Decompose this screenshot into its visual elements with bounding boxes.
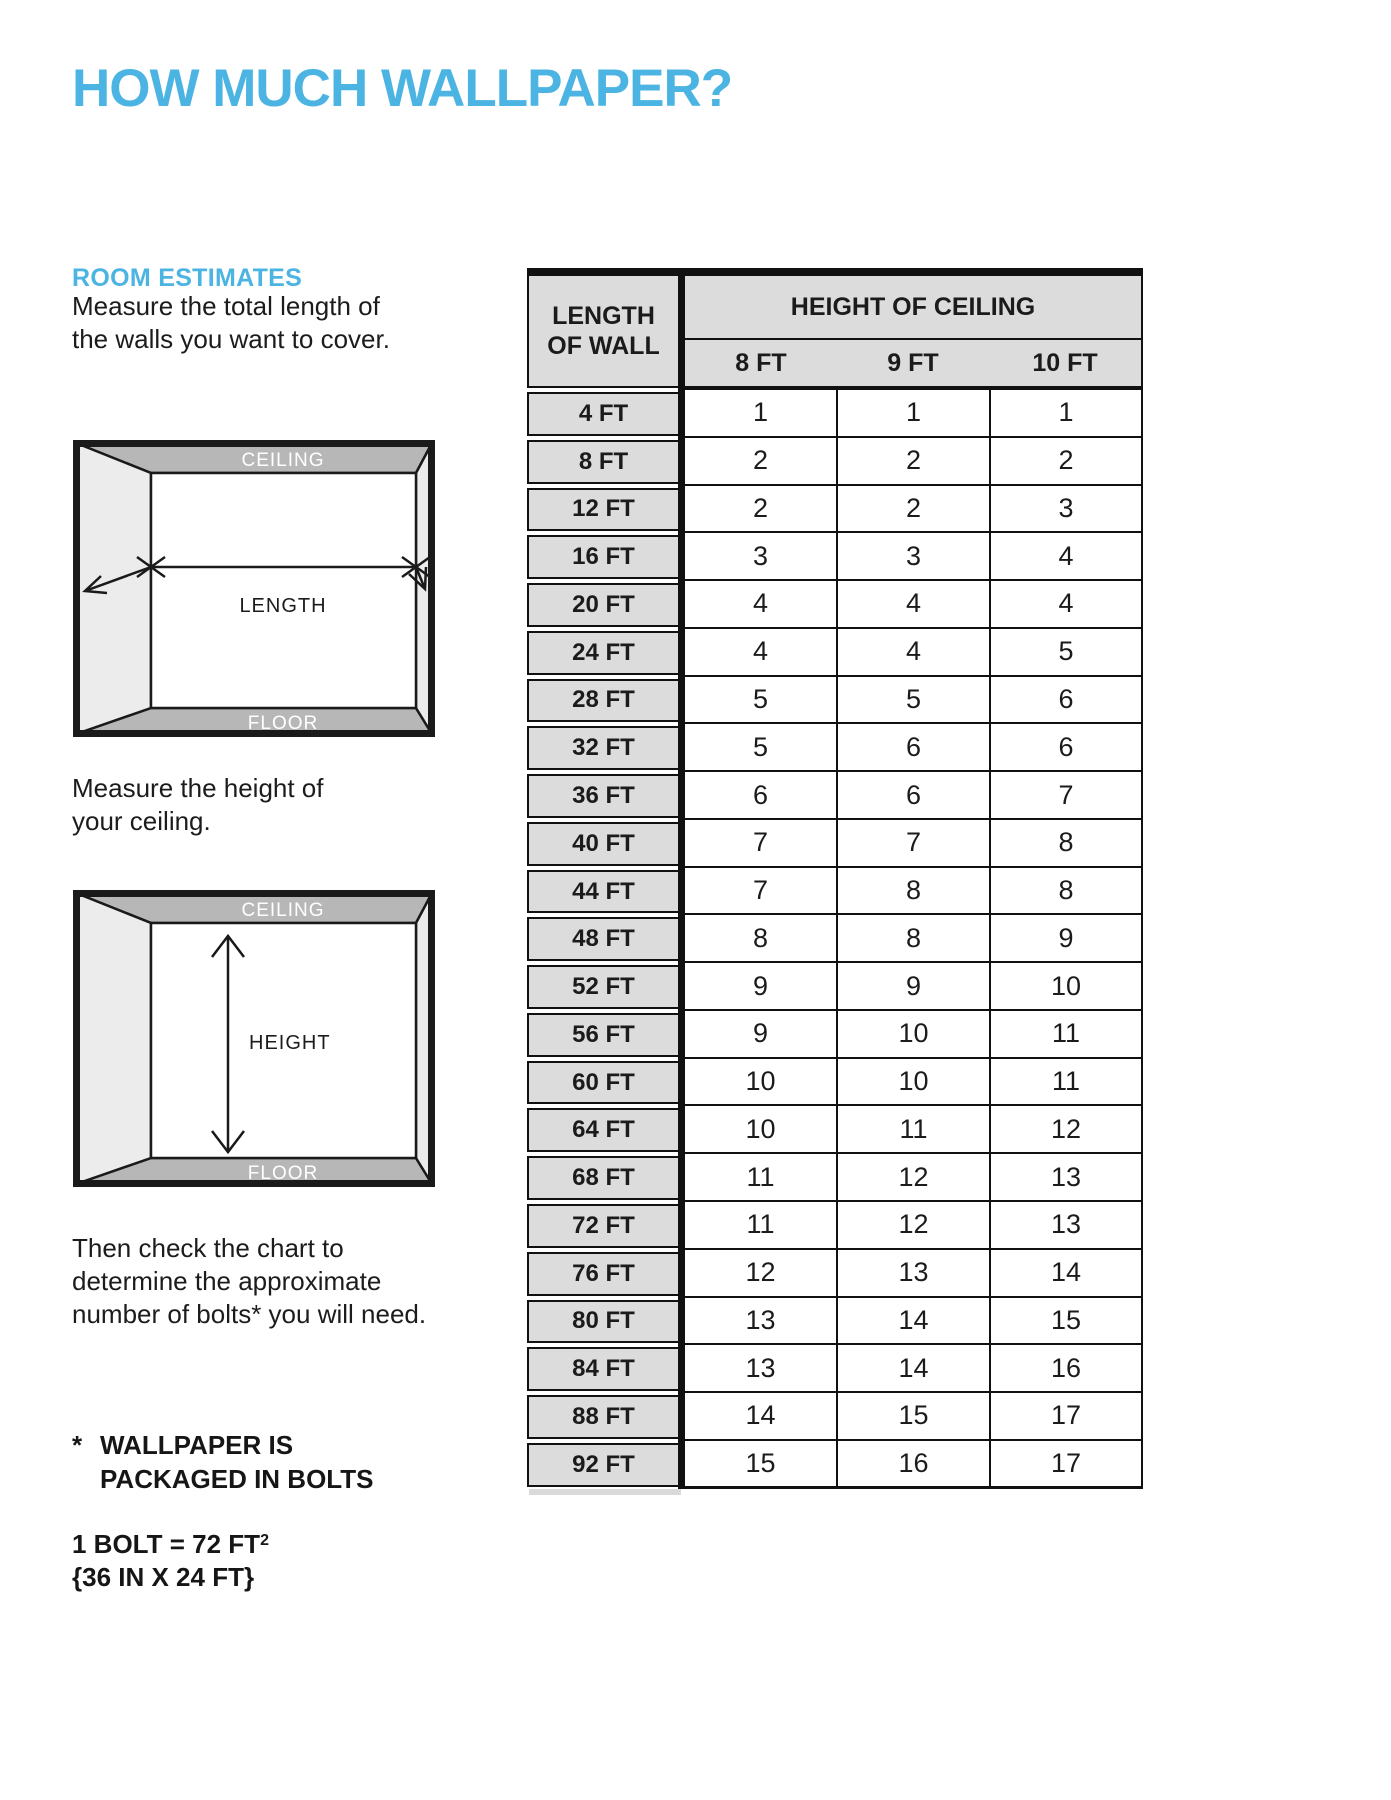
wall-length-cell: 8 FT	[527, 440, 678, 484]
wall-length-cell: 48 FT	[527, 917, 678, 961]
table-bottom-shadow	[529, 1489, 681, 1495]
table-row	[527, 629, 1143, 677]
wall-length-cell: 68 FT	[527, 1156, 678, 1200]
bolts-cell-10ft: 3	[991, 486, 1143, 534]
bolts-cell-8ft: 12	[685, 1250, 838, 1298]
bolts-cell-10ft: 4	[991, 581, 1143, 629]
bolts-cell-10ft: 17	[991, 1393, 1143, 1441]
table-row	[527, 1393, 1143, 1441]
bolts-cell-8ft: 15	[685, 1441, 838, 1489]
bolts-cell-8ft: 14	[685, 1393, 838, 1441]
bolts-cell-10ft: 13	[991, 1154, 1143, 1202]
table-row	[527, 1202, 1143, 1250]
length-label: LENGTH	[239, 595, 327, 617]
bolts-cell-8ft: 2	[685, 486, 838, 534]
bolts-cell-9ft: 10	[838, 1059, 991, 1107]
table-row	[527, 486, 1143, 534]
bolts-cell-9ft: 1	[838, 390, 991, 438]
table-row	[527, 533, 1143, 581]
wall-length-cell: 64 FT	[527, 1108, 678, 1152]
height-label: HEIGHT	[249, 1032, 331, 1054]
bolts-cell-8ft: 9	[685, 1011, 838, 1059]
bolts-cell-9ft: 2	[838, 438, 991, 486]
table-row	[527, 963, 1143, 1011]
col-header-8ft: 8 FT	[735, 348, 787, 377]
wall-length-cell: 28 FT	[527, 679, 678, 723]
bolts-footnote: * WALLPAPER IS PACKAGED IN BOLTS	[72, 1430, 374, 1494]
bolts-cell-10ft: 8	[991, 820, 1143, 868]
table-row	[527, 1441, 1143, 1489]
table-top-border	[527, 268, 1143, 276]
wall-length-cell: 32 FT	[527, 726, 678, 770]
bolts-cell-8ft: 9	[685, 963, 838, 1011]
bolts-cell-9ft: 4	[838, 629, 991, 677]
floor-label: FLOOR	[247, 1163, 319, 1184]
bolts-cell-9ft: 5	[838, 677, 991, 725]
table-row	[527, 1011, 1143, 1059]
wall-length-cell: 44 FT	[527, 870, 678, 914]
wall-length-cell: 4 FT	[527, 392, 678, 436]
bolts-cell-10ft: 11	[991, 1011, 1143, 1059]
table-row	[527, 1059, 1143, 1107]
bolts-cell-10ft: 6	[991, 724, 1143, 772]
table-row	[527, 1250, 1143, 1298]
wall-length-cell: 52 FT	[527, 965, 678, 1009]
bolts-cell-10ft: 14	[991, 1250, 1143, 1298]
room-length-diagram	[73, 440, 435, 737]
bolts-cell-8ft: 10	[685, 1059, 838, 1107]
bolts-cell-9ft: 15	[838, 1393, 991, 1441]
bolts-cell-9ft: 12	[838, 1154, 991, 1202]
wall-length-cell: 72 FT	[527, 1204, 678, 1248]
bolts-cell-9ft: 4	[838, 581, 991, 629]
table-row	[527, 390, 1143, 438]
bolts-cell-10ft: 8	[991, 868, 1143, 916]
bolts-cell-10ft: 16	[991, 1345, 1143, 1393]
bolts-cell-10ft: 13	[991, 1202, 1143, 1250]
bolts-cell-8ft: 1	[685, 390, 838, 438]
back-wall	[151, 473, 416, 708]
bolts-cell-8ft: 11	[685, 1202, 838, 1250]
bolts-cell-9ft: 11	[838, 1106, 991, 1154]
bolts-cell-9ft: 6	[838, 772, 991, 820]
wall-length-cell: 88 FT	[527, 1395, 678, 1439]
table-row	[527, 1154, 1143, 1202]
bolts-cell-10ft: 5	[991, 629, 1143, 677]
bolts-cell-9ft: 2	[838, 486, 991, 534]
table-row	[527, 438, 1143, 486]
bolts-cell-9ft: 6	[838, 724, 991, 772]
bolts-cell-8ft: 2	[685, 438, 838, 486]
table-row	[527, 1106, 1143, 1154]
bolts-cell-9ft: 16	[838, 1441, 991, 1489]
bolts-cell-9ft: 7	[838, 820, 991, 868]
bolts-cell-9ft: 3	[838, 533, 991, 581]
bolts-cell-9ft: 8	[838, 915, 991, 963]
measure-height-text: Measure the height of your ceiling.	[72, 773, 324, 836]
bolts-cell-10ft: 6	[991, 677, 1143, 725]
table-row	[527, 915, 1143, 963]
bolts-table	[527, 268, 1143, 1489]
bolts-cell-9ft: 14	[838, 1345, 991, 1393]
table-row	[527, 581, 1143, 629]
left-wall	[76, 893, 151, 1184]
wall-length-cell: 84 FT	[527, 1347, 678, 1391]
room-estimates-heading: ROOM ESTIMATES	[72, 264, 303, 292]
table-row	[527, 724, 1143, 772]
squared-superscript: 2	[260, 1532, 269, 1549]
table-row	[527, 677, 1143, 725]
bolts-cell-8ft: 7	[685, 868, 838, 916]
bolts-cell-8ft: 13	[685, 1298, 838, 1346]
bolts-cell-10ft: 1	[991, 390, 1143, 438]
bolts-cell-9ft: 10	[838, 1011, 991, 1059]
bolts-cell-8ft: 7	[685, 820, 838, 868]
wall-length-cell: 36 FT	[527, 774, 678, 818]
bolts-cell-10ft: 2	[991, 438, 1143, 486]
ceiling-height-subheaders	[685, 340, 1143, 390]
bolts-cell-8ft: 5	[685, 724, 838, 772]
bolts-cell-8ft: 5	[685, 677, 838, 725]
table-column-divider	[678, 268, 685, 1489]
wall-length-cell: 40 FT	[527, 822, 678, 866]
bolts-cell-8ft: 11	[685, 1154, 838, 1202]
bolts-cell-8ft: 10	[685, 1106, 838, 1154]
floor-label: FLOOR	[247, 713, 319, 734]
bolts-cell-8ft: 13	[685, 1345, 838, 1393]
bolts-cell-8ft: 4	[685, 629, 838, 677]
check-chart-text: Then check the chart to determine the approximate number of bolts* you will need.	[72, 1233, 427, 1329]
page-title: HOW MUCH WALLPAPER?	[72, 59, 733, 118]
bolts-cell-10ft: 7	[991, 772, 1143, 820]
col-header-9ft: 9 FT	[887, 348, 939, 377]
ceiling-label: CEILING	[241, 900, 325, 921]
bolts-cell-10ft: 10	[991, 963, 1143, 1011]
asterisk: *	[72, 1430, 83, 1460]
bolts-cell-9ft: 9	[838, 963, 991, 1011]
table-row	[527, 772, 1143, 820]
table-row	[527, 868, 1143, 916]
height-of-ceiling-header: HEIGHT OF CEILING	[685, 276, 1143, 340]
wall-length-cell: 76 FT	[527, 1252, 678, 1296]
ceiling-height-diagram	[73, 890, 435, 1187]
bolts-cell-10ft: 9	[991, 915, 1143, 963]
wall-length-cell: 12 FT	[527, 488, 678, 532]
wall-length-cell: 60 FT	[527, 1061, 678, 1105]
table-row	[527, 820, 1143, 868]
bolts-cell-9ft: 8	[838, 868, 991, 916]
bolts-cell-10ft: 4	[991, 533, 1143, 581]
bolts-cell-9ft: 14	[838, 1298, 991, 1346]
bolts-cell-8ft: 4	[685, 581, 838, 629]
bolts-cell-8ft: 8	[685, 915, 838, 963]
bolts-cell-10ft: 11	[991, 1059, 1143, 1107]
bolts-cell-9ft: 13	[838, 1250, 991, 1298]
table-row	[527, 1345, 1143, 1393]
measure-length-text: Measure the total length of the walls you want to cover.	[72, 291, 390, 354]
table-row	[527, 1298, 1143, 1346]
length-of-wall-header: LENGTH OF WALL	[527, 276, 678, 388]
bolts-cell-8ft: 3	[685, 533, 838, 581]
bolts-cell-9ft: 12	[838, 1202, 991, 1250]
bolts-cell-10ft: 12	[991, 1106, 1143, 1154]
table-body	[527, 390, 1143, 1489]
wall-length-cell: 16 FT	[527, 535, 678, 579]
bolt-size-note: 1 BOLT = 72 $FT^2$ {36 IN X 24 FT}	[72, 1529, 269, 1592]
bolts-cell-8ft: 6	[685, 772, 838, 820]
wall-length-cell: 24 FT	[527, 631, 678, 675]
wall-length-cell: 80 FT	[527, 1300, 678, 1344]
wall-length-cell: 20 FT	[527, 583, 678, 627]
ceiling-label: CEILING	[241, 450, 325, 471]
bolts-cell-10ft: 17	[991, 1441, 1143, 1489]
wall-length-cell: 56 FT	[527, 1013, 678, 1057]
col-header-10ft: 10 FT	[1032, 348, 1098, 377]
wall-length-cell: 92 FT	[527, 1443, 678, 1487]
bolts-cell-10ft: 15	[991, 1298, 1143, 1346]
